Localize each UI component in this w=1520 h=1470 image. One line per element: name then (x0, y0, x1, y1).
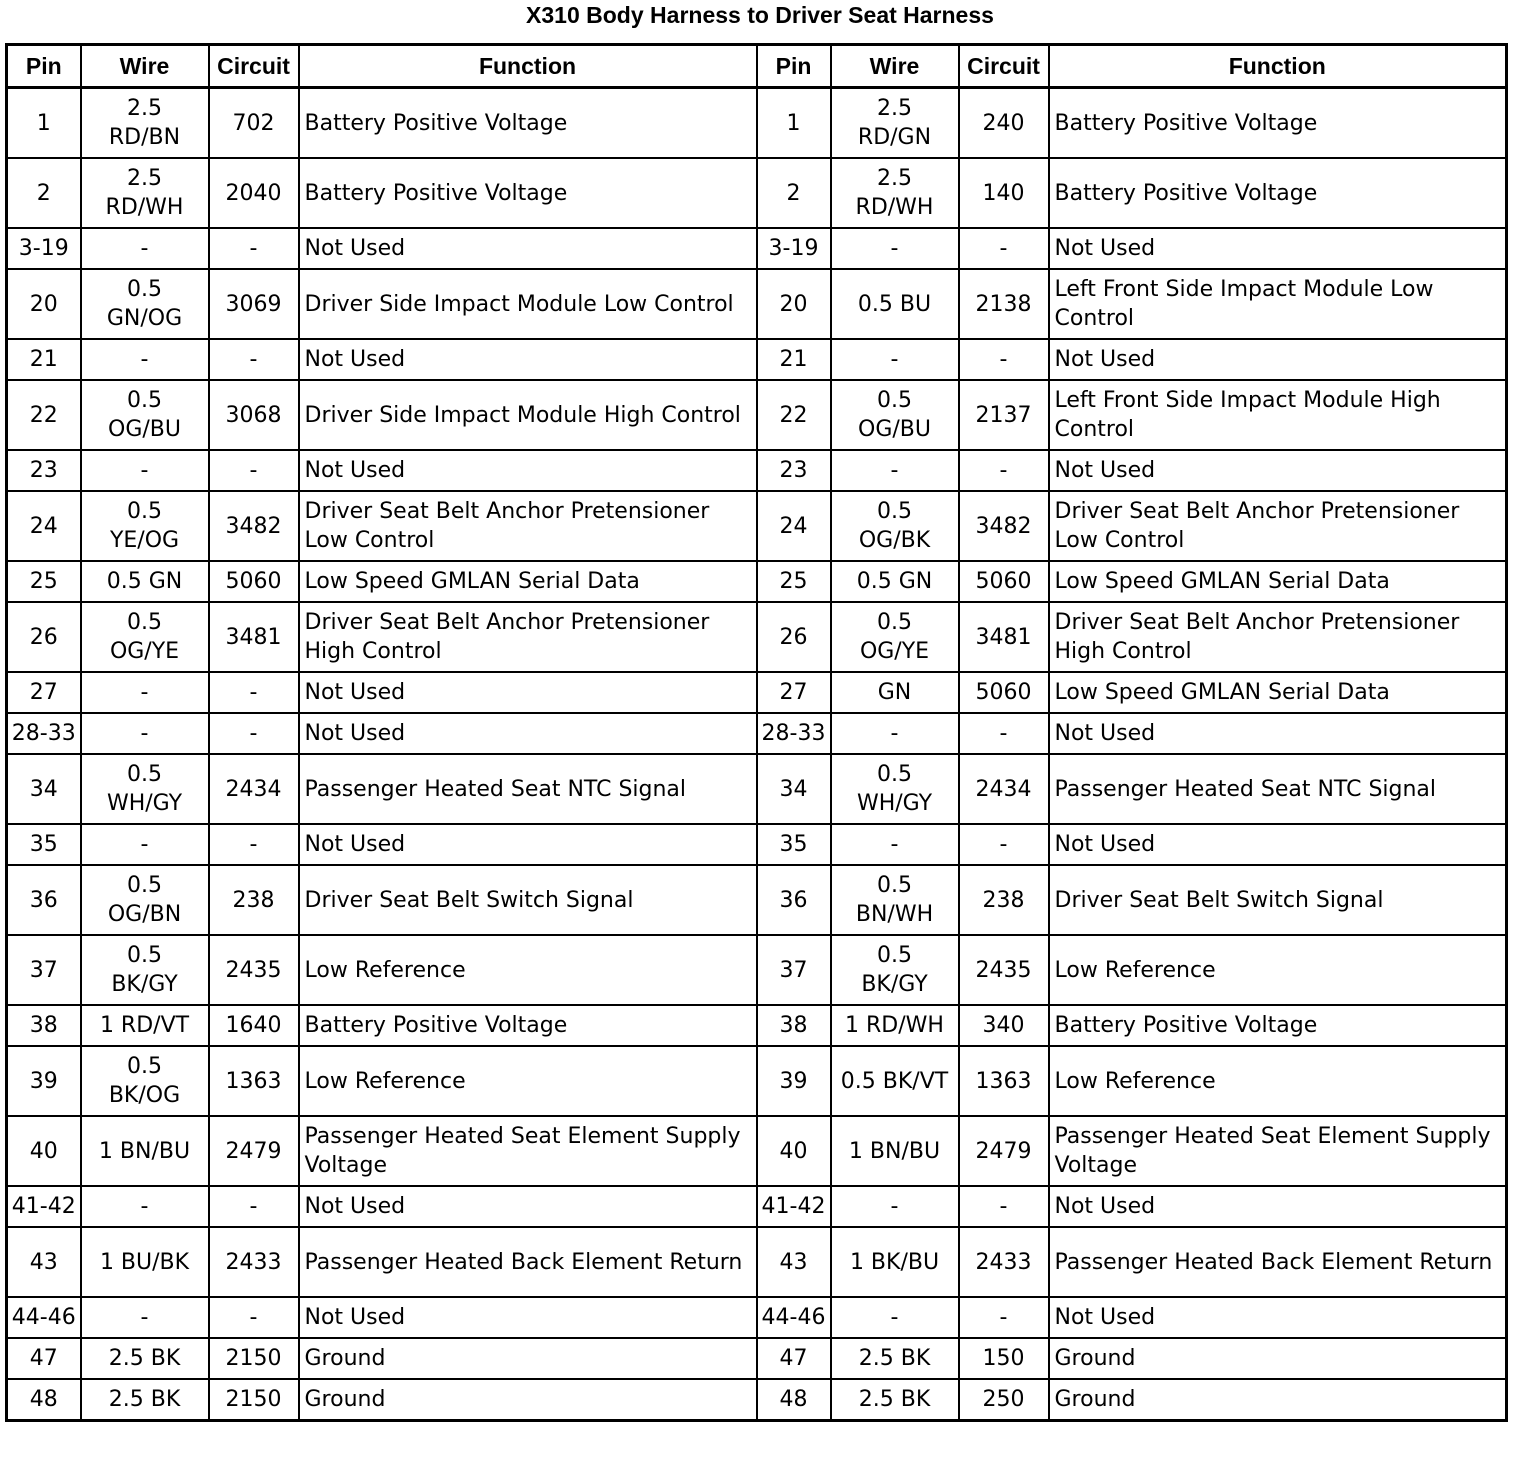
table-row (7, 228, 1507, 269)
circuit-right-cell: 250 (959, 1379, 1049, 1421)
circuit-right-cell: - (959, 1186, 1049, 1227)
wire-left-cell: 0.5 GN/OG (81, 269, 209, 339)
circuit-right-cell: 2138 (959, 269, 1049, 339)
pin-left-cell: 22 (7, 380, 81, 450)
wire-right-cell: 0.5 BU (831, 269, 959, 339)
circuit-right-cell: 150 (959, 1338, 1049, 1379)
pin-right-cell: 48 (757, 1379, 831, 1421)
function-left-cell: Not Used (299, 1297, 757, 1338)
table-row (7, 672, 1507, 713)
function-right-cell: Left Front Side Impact Module Low Control (1049, 269, 1507, 339)
circuit-left-cell: 5060 (209, 561, 299, 602)
pin-right-cell: 21 (757, 339, 831, 380)
table-row (7, 491, 1507, 561)
function-right-cell: Low Speed GMLAN Serial Data (1049, 561, 1507, 602)
table-row (7, 1046, 1507, 1116)
function-left-cell: Not Used (299, 1186, 757, 1227)
function-right-cell: Not Used (1049, 339, 1507, 380)
wire-right-cell: - (831, 713, 959, 754)
circuit-right-cell: 1363 (959, 1046, 1049, 1116)
wire-left-cell: 2.5 BK (81, 1379, 209, 1421)
wire-right-cell: 1 BN/BU (831, 1116, 959, 1186)
function-right-cell: Not Used (1049, 713, 1507, 754)
circuit-left-cell: 1363 (209, 1046, 299, 1116)
circuit-left-cell: 3069 (209, 269, 299, 339)
pin-left-cell: 24 (7, 491, 81, 561)
pin-left-cell: 48 (7, 1379, 81, 1421)
circuit-right-cell: - (959, 339, 1049, 380)
function-right-cell: Left Front Side Impact Module High Control (1049, 380, 1507, 450)
pin-right-cell: 41-42 (757, 1186, 831, 1227)
table-row (7, 88, 1507, 159)
pin-left-cell: 47 (7, 1338, 81, 1379)
wire-left-cell: 0.5 GN (81, 561, 209, 602)
function-left-cell: Battery Positive Voltage (299, 158, 757, 228)
wire-right-cell: - (831, 339, 959, 380)
wire-left-cell: 0.5 WH/GY (81, 754, 209, 824)
circuit-left-cell: - (209, 672, 299, 713)
wire-left-cell: 0.5 BK/OG (81, 1046, 209, 1116)
wire-right-cell: 0.5 OG/BK (831, 491, 959, 561)
wire-right-cell: - (831, 228, 959, 269)
wire-right-cell: 0.5 WH/GY (831, 754, 959, 824)
circuit-left-cell: 2434 (209, 754, 299, 824)
circuit-left-cell: - (209, 1186, 299, 1227)
pin-left-cell: 37 (7, 935, 81, 1005)
pin-left-cell: 38 (7, 1005, 81, 1046)
pin-right-cell: 24 (757, 491, 831, 561)
function-left-cell: Driver Side Impact Module Low Control (299, 269, 757, 339)
pin-right-cell: 28-33 (757, 713, 831, 754)
function-right-cell: Not Used (1049, 1186, 1507, 1227)
wire-right-cell: 1 RD/WH (831, 1005, 959, 1046)
circuit-right-cell: 3482 (959, 491, 1049, 561)
function-right-cell: Battery Positive Voltage (1049, 88, 1507, 159)
wire-right-cell: 0.5 OG/BU (831, 380, 959, 450)
circuit-left-cell: 2150 (209, 1338, 299, 1379)
pin-right-cell: 26 (757, 602, 831, 672)
header-pin-right: Pin (757, 45, 831, 88)
function-left-cell: Ground (299, 1379, 757, 1421)
wire-left-cell: - (81, 713, 209, 754)
pin-left-cell: 41-42 (7, 1186, 81, 1227)
circuit-left-cell: - (209, 1297, 299, 1338)
wire-left-cell: 0.5 OG/YE (81, 602, 209, 672)
wire-left-cell: - (81, 339, 209, 380)
pin-right-cell: 20 (757, 269, 831, 339)
circuit-left-cell: 1640 (209, 1005, 299, 1046)
function-right-cell: Driver Seat Belt Anchor Pretensioner Low Control (1049, 491, 1507, 561)
wire-left-cell: - (81, 1297, 209, 1338)
circuit-left-cell: - (209, 824, 299, 865)
function-right-cell: Not Used (1049, 824, 1507, 865)
wire-left-cell: 1 RD/VT (81, 1005, 209, 1046)
wire-left-cell: 2.5 RD/BN (81, 88, 209, 159)
header-row (7, 45, 1507, 88)
pin-right-cell: 38 (757, 1005, 831, 1046)
wire-left-cell: - (81, 1186, 209, 1227)
table-row (7, 865, 1507, 935)
table-row (7, 339, 1507, 380)
wire-left-cell: 0.5 BK/GY (81, 935, 209, 1005)
wire-left-cell: - (81, 450, 209, 491)
table-row (7, 602, 1507, 672)
function-right-cell: Passenger Heated Seat Element Supply Voltage (1049, 1116, 1507, 1186)
function-right-cell: Driver Seat Belt Anchor Pretensioner High Control (1049, 602, 1507, 672)
circuit-right-cell: 5060 (959, 561, 1049, 602)
circuit-right-cell: 2137 (959, 380, 1049, 450)
function-left-cell: Passenger Heated Back Element Return (299, 1227, 757, 1297)
circuit-right-cell: 340 (959, 1005, 1049, 1046)
pin-left-cell: 35 (7, 824, 81, 865)
table-row (7, 380, 1507, 450)
wire-right-cell: 2.5 RD/GN (831, 88, 959, 159)
wire-left-cell: - (81, 824, 209, 865)
function-left-cell: Ground (299, 1338, 757, 1379)
pinout-table (5, 43, 1508, 1422)
wire-left-cell: - (81, 672, 209, 713)
function-right-cell: Low Speed GMLAN Serial Data (1049, 672, 1507, 713)
wire-right-cell: - (831, 1297, 959, 1338)
wire-right-cell: 0.5 BK/VT (831, 1046, 959, 1116)
pin-left-cell: 2 (7, 158, 81, 228)
function-left-cell: Driver Seat Belt Switch Signal (299, 865, 757, 935)
pin-right-cell: 39 (757, 1046, 831, 1116)
function-right-cell: Ground (1049, 1338, 1507, 1379)
pin-left-cell: 43 (7, 1227, 81, 1297)
table-row (7, 1297, 1507, 1338)
pin-left-cell: 26 (7, 602, 81, 672)
function-right-cell: Battery Positive Voltage (1049, 158, 1507, 228)
circuit-right-cell: - (959, 228, 1049, 269)
circuit-left-cell: 2435 (209, 935, 299, 1005)
function-right-cell: Battery Positive Voltage (1049, 1005, 1507, 1046)
pin-left-cell: 20 (7, 269, 81, 339)
circuit-right-cell: 240 (959, 88, 1049, 159)
function-right-cell: Passenger Heated Seat NTC Signal (1049, 754, 1507, 824)
wire-left-cell: 0.5 YE/OG (81, 491, 209, 561)
pin-right-cell: 40 (757, 1116, 831, 1186)
pin-rows (7, 88, 1507, 1421)
header-function-left: Function (299, 45, 757, 88)
pin-right-cell: 36 (757, 865, 831, 935)
wire-left-cell: 0.5 OG/BN (81, 865, 209, 935)
table-row (7, 561, 1507, 602)
wire-left-cell: 0.5 OG/BU (81, 380, 209, 450)
circuit-right-cell: 2434 (959, 754, 1049, 824)
circuit-right-cell: 2433 (959, 1227, 1049, 1297)
pin-right-cell: 37 (757, 935, 831, 1005)
wire-right-cell: - (831, 1186, 959, 1227)
function-right-cell: Not Used (1049, 450, 1507, 491)
header-circuit-right: Circuit (959, 45, 1049, 88)
function-left-cell: Not Used (299, 228, 757, 269)
circuit-right-cell: 3481 (959, 602, 1049, 672)
function-left-cell: Not Used (299, 450, 757, 491)
pin-left-cell: 23 (7, 450, 81, 491)
pin-right-cell: 43 (757, 1227, 831, 1297)
pin-left-cell: 3-19 (7, 228, 81, 269)
table-row (7, 1116, 1507, 1186)
wire-left-cell: 1 BU/BK (81, 1227, 209, 1297)
wire-right-cell: 0.5 BN/WH (831, 865, 959, 935)
pin-left-cell: 27 (7, 672, 81, 713)
circuit-left-cell: 702 (209, 88, 299, 159)
wire-left-cell: 2.5 BK (81, 1338, 209, 1379)
circuit-left-cell: 2150 (209, 1379, 299, 1421)
function-left-cell: Battery Positive Voltage (299, 1005, 757, 1046)
circuit-right-cell: 5060 (959, 672, 1049, 713)
wire-right-cell: 0.5 BK/GY (831, 935, 959, 1005)
wire-left-cell: 1 BN/BU (81, 1116, 209, 1186)
function-right-cell: Low Reference (1049, 935, 1507, 1005)
table-title: X310 Body Harness to Driver Seat Harness (526, 2, 994, 28)
function-left-cell: Not Used (299, 339, 757, 380)
circuit-left-cell: - (209, 339, 299, 380)
function-left-cell: Low Speed GMLAN Serial Data (299, 561, 757, 602)
function-right-cell: Not Used (1049, 228, 1507, 269)
function-right-cell: Passenger Heated Back Element Return (1049, 1227, 1507, 1297)
function-left-cell: Not Used (299, 713, 757, 754)
circuit-left-cell: 3068 (209, 380, 299, 450)
pin-left-cell: 36 (7, 865, 81, 935)
function-left-cell: Battery Positive Voltage (299, 88, 757, 159)
wire-right-cell: 1 BK/BU (831, 1227, 959, 1297)
pin-right-cell: 44-46 (757, 1297, 831, 1338)
wire-right-cell: 0.5 GN (831, 561, 959, 602)
header-pin-left: Pin (7, 45, 81, 88)
pin-right-cell: 23 (757, 450, 831, 491)
function-left-cell: Driver Seat Belt Anchor Pretensioner High Control (299, 602, 757, 672)
pin-left-cell: 40 (7, 1116, 81, 1186)
wire-right-cell: - (831, 824, 959, 865)
circuit-left-cell: 238 (209, 865, 299, 935)
function-left-cell: Low Reference (299, 935, 757, 1005)
pin-right-cell: 2 (757, 158, 831, 228)
function-left-cell: Driver Side Impact Module High Control (299, 380, 757, 450)
circuit-right-cell: - (959, 450, 1049, 491)
pin-right-cell: 1 (757, 88, 831, 159)
header-circuit-left: Circuit (209, 45, 299, 88)
table-row (7, 269, 1507, 339)
function-left-cell: Driver Seat Belt Anchor Pretensioner Low Control (299, 491, 757, 561)
pin-left-cell: 34 (7, 754, 81, 824)
circuit-left-cell: 2433 (209, 1227, 299, 1297)
pin-right-cell: 25 (757, 561, 831, 602)
function-left-cell: Not Used (299, 824, 757, 865)
table-row (7, 754, 1507, 824)
function-left-cell: Passenger Heated Seat Element Supply Voltage (299, 1116, 757, 1186)
wire-right-cell: 2.5 BK (831, 1338, 959, 1379)
function-right-cell: Not Used (1049, 1297, 1507, 1338)
pin-left-cell: 39 (7, 1046, 81, 1116)
circuit-left-cell: - (209, 228, 299, 269)
wire-right-cell: 0.5 OG/YE (831, 602, 959, 672)
pin-left-cell: 25 (7, 561, 81, 602)
pin-left-cell: 28-33 (7, 713, 81, 754)
header-wire-left: Wire (81, 45, 209, 88)
pin-left-cell: 1 (7, 88, 81, 159)
pin-right-cell: 3-19 (757, 228, 831, 269)
wire-left-cell: - (81, 228, 209, 269)
circuit-right-cell: 140 (959, 158, 1049, 228)
pin-left-cell: 44-46 (7, 1297, 81, 1338)
pin-right-cell: 22 (757, 380, 831, 450)
circuit-left-cell: 3481 (209, 602, 299, 672)
pin-right-cell: 47 (757, 1338, 831, 1379)
circuit-right-cell: - (959, 713, 1049, 754)
wire-right-cell: 2.5 RD/WH (831, 158, 959, 228)
table-row (7, 158, 1507, 228)
table-row (7, 824, 1507, 865)
table-row (7, 1227, 1507, 1297)
table-row (7, 1338, 1507, 1379)
function-left-cell: Passenger Heated Seat NTC Signal (299, 754, 757, 824)
wire-right-cell: GN (831, 672, 959, 713)
function-right-cell: Ground (1049, 1379, 1507, 1421)
pin-right-cell: 35 (757, 824, 831, 865)
circuit-right-cell: 2479 (959, 1116, 1049, 1186)
wire-left-cell: 2.5 RD/WH (81, 158, 209, 228)
circuit-right-cell: 2435 (959, 935, 1049, 1005)
pin-right-cell: 34 (757, 754, 831, 824)
pin-right-cell: 27 (757, 672, 831, 713)
wire-right-cell: - (831, 450, 959, 491)
function-left-cell: Low Reference (299, 1046, 757, 1116)
circuit-left-cell: 2040 (209, 158, 299, 228)
circuit-left-cell: - (209, 713, 299, 754)
circuit-left-cell: 2479 (209, 1116, 299, 1186)
function-right-cell: Low Reference (1049, 1046, 1507, 1116)
table-row (7, 1186, 1507, 1227)
table-row (7, 450, 1507, 491)
wire-right-cell: 2.5 BK (831, 1379, 959, 1421)
table-row (7, 1005, 1507, 1046)
pin-left-cell: 21 (7, 339, 81, 380)
circuit-right-cell: - (959, 824, 1049, 865)
circuit-left-cell: 3482 (209, 491, 299, 561)
circuit-right-cell: - (959, 1297, 1049, 1338)
header-wire-right: Wire (831, 45, 959, 88)
function-right-cell: Driver Seat Belt Switch Signal (1049, 865, 1507, 935)
header-function-right: Function (1049, 45, 1507, 88)
table-row (7, 935, 1507, 1005)
circuit-right-cell: 238 (959, 865, 1049, 935)
function-left-cell: Not Used (299, 672, 757, 713)
circuit-left-cell: - (209, 450, 299, 491)
table-row (7, 1379, 1507, 1421)
table-row (7, 713, 1507, 754)
